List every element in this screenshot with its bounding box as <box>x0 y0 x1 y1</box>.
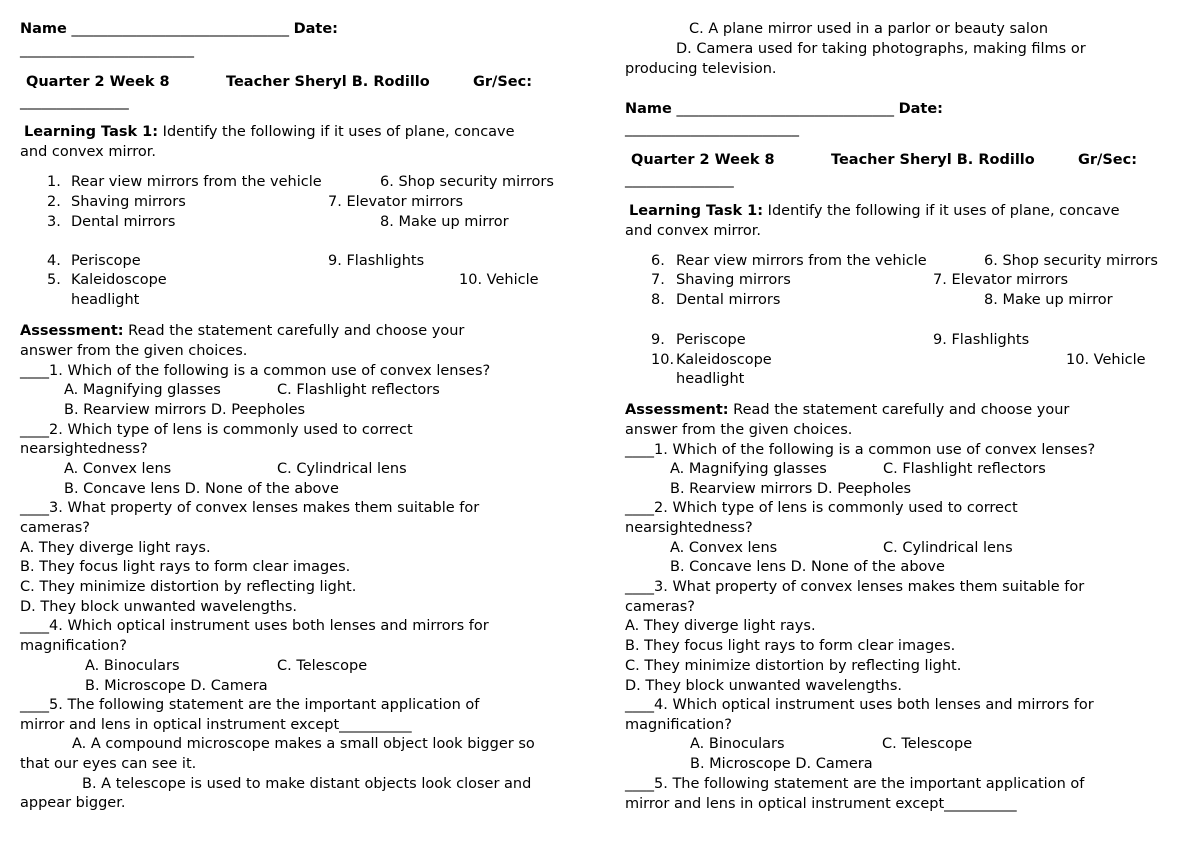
task-heading <box>629 202 1120 221</box>
choice: B. Concave lens D. None of the above <box>64 481 339 497</box>
assessment-heading <box>625 401 1069 420</box>
item-text: 7. Elevator mirrors <box>328 194 464 210</box>
question-2-cont: nearsightedness? <box>20 441 148 457</box>
item-number: 4. <box>47 253 61 269</box>
task-text: Identify the following if it uses of plane, concave <box>763 203 1120 219</box>
choice: C. They minimize distortion by reflecting light. <box>20 579 357 595</box>
question-4: ____4. Which optical instrument uses both lenses and mirrors for <box>625 697 1094 713</box>
choice-cont: producing television. <box>625 61 777 77</box>
choice: B. A telescope is used to make distant objects look closer and <box>82 776 532 792</box>
question-3-cont: cameras? <box>625 599 696 615</box>
item-text: 9. Flashlights <box>933 332 1030 348</box>
choice: C. Cylindrical lens <box>277 461 407 477</box>
task-heading <box>24 123 515 142</box>
task-title: Learning Task 1: <box>24 124 159 140</box>
choice-cont: that our eyes can see it. <box>20 756 197 772</box>
choice: C. Flashlight reflectors <box>883 461 1046 477</box>
item-number: 5. <box>47 272 61 288</box>
assessment-title: Assessment: <box>20 323 124 339</box>
task-text-cont: and convex mirror. <box>20 144 156 160</box>
question-3-cont: cameras? <box>20 520 91 536</box>
choice: D. They block unwanted wavelengths. <box>625 678 902 694</box>
item-text: 9. Flashlights <box>328 253 425 269</box>
date-blank: ________________________ <box>20 42 194 58</box>
question-1: ____1. Which of the following is a common use of convex lenses? <box>20 363 491 379</box>
choice: B. They focus light rays to form clear images. <box>20 559 351 575</box>
item-number: 1. <box>47 174 61 190</box>
name-blank: ______________________________ <box>676 101 894 117</box>
question-4: ____4. Which optical instrument uses both lenses and mirrors for <box>20 618 489 634</box>
name-blank: ______________________________ <box>71 21 289 37</box>
choice: A. Binoculars <box>85 658 180 674</box>
item-text: headlight <box>71 292 140 308</box>
choice: B. Rearview mirrors D. Peepholes <box>670 481 912 497</box>
question-5: ____5. The following statement are the important application of <box>625 776 1085 792</box>
task-text: Identify the following if it uses of plane, concave <box>158 124 515 140</box>
quarter-label: Quarter 2 Week 8 <box>631 152 775 168</box>
item-text: 8. Make up mirror <box>984 292 1113 308</box>
item-text: 6. Shop security mirrors <box>380 174 554 190</box>
name-label: Name <box>20 21 67 37</box>
choice: C. A plane mirror used in a parlor or beauty salon <box>689 21 1049 37</box>
assessment-title: Assessment: <box>625 402 729 418</box>
item-text: 6. Shop security mirrors <box>984 253 1158 269</box>
item-text: Rear view mirrors from the vehicle <box>71 174 322 190</box>
item-text: Rear view mirrors from the vehicle <box>676 253 927 269</box>
name-line <box>20 20 338 39</box>
question-2: ____2. Which type of lens is commonly used to correct <box>625 500 1018 516</box>
item-text: Dental mirrors <box>676 292 781 308</box>
choice: A. Convex lens <box>64 461 172 477</box>
choice: B. Microscope D. Camera <box>85 678 268 694</box>
item-number: 7. <box>651 272 665 288</box>
assessment-text-cont: answer from the given choices. <box>20 343 248 359</box>
grsec-blank: _______________ <box>625 172 734 188</box>
item-text: headlight <box>676 371 745 387</box>
choice: A. Magnifying glasses <box>64 382 221 398</box>
item-text: 8. Make up mirror <box>380 214 509 230</box>
choice: A. Binoculars <box>690 736 785 752</box>
item-number: 9. <box>651 332 665 348</box>
task-title: Learning Task 1: <box>629 203 764 219</box>
question-2-cont: nearsightedness? <box>625 520 753 536</box>
item-text: Dental mirrors <box>71 214 176 230</box>
assessment-text-cont: answer from the given choices. <box>625 422 853 438</box>
choice: C. Flashlight reflectors <box>277 382 440 398</box>
choice: B. Concave lens D. None of the above <box>670 559 945 575</box>
choice: A. A compound microscope makes a small object look bigger so <box>72 736 535 752</box>
question-4-cont: magnification? <box>20 638 127 654</box>
item-text: 10. Vehicle <box>459 272 539 288</box>
grsec-label: Gr/Sec: <box>1078 152 1138 168</box>
task-text-cont: and convex mirror. <box>625 223 761 239</box>
choice-cont: appear bigger. <box>20 795 126 811</box>
item-text: Periscope <box>71 253 141 269</box>
choice: D. They block unwanted wavelengths. <box>20 599 297 615</box>
date-label: Date: <box>293 21 338 37</box>
item-text: Shaving mirrors <box>71 194 186 210</box>
item-text: 10. Vehicle <box>1066 352 1146 368</box>
item-number: 8. <box>651 292 665 308</box>
teacher-label: Teacher Sheryl B. Rodillo <box>226 74 430 90</box>
choice: A. They diverge light rays. <box>20 540 211 556</box>
choice: B. Rearview mirrors D. Peepholes <box>64 402 306 418</box>
assessment-text: Read the statement carefully and choose your <box>728 402 1070 418</box>
assessment-text: Read the statement carefully and choose your <box>123 323 465 339</box>
question-2: ____2. Which type of lens is commonly used to correct <box>20 422 413 438</box>
question-5-cont: mirror and lens in optical instrument except__________ <box>625 796 1017 812</box>
item-number: 10. <box>651 352 675 368</box>
item-number: 3. <box>47 214 61 230</box>
question-3: ____3. What property of convex lenses makes them suitable for <box>20 500 480 516</box>
choice: C. Telescope <box>882 736 973 752</box>
item-text: Kaleidoscope <box>676 352 772 368</box>
item-text: Periscope <box>676 332 746 348</box>
assessment-heading <box>20 322 464 341</box>
question-5: ____5. The following statement are the important application of <box>20 697 480 713</box>
teacher-label: Teacher Sheryl B. Rodillo <box>831 152 1035 168</box>
choice: A. Convex lens <box>670 540 778 556</box>
choice: C. Cylindrical lens <box>883 540 1013 556</box>
choice: C. They minimize distortion by reflecting light. <box>625 658 962 674</box>
name-label: Name <box>625 101 672 117</box>
choice: B. They focus light rays to form clear images. <box>625 638 956 654</box>
question-5-cont: mirror and lens in optical instrument except__________ <box>20 717 412 733</box>
choice: B. Microscope D. Camera <box>690 756 873 772</box>
question-1: ____1. Which of the following is a common use of convex lenses? <box>625 442 1096 458</box>
choice: D. Camera used for taking photographs, making films or <box>676 41 1086 57</box>
grsec-blank: _______________ <box>20 94 129 110</box>
item-text: 7. Elevator mirrors <box>933 272 1069 288</box>
item-number: 2. <box>47 194 61 210</box>
item-text: Kaleidoscope <box>71 272 167 288</box>
choice: A. Magnifying glasses <box>670 461 827 477</box>
question-4-cont: magnification? <box>625 717 732 733</box>
grsec-label: Gr/Sec: <box>473 74 533 90</box>
choice: C. Telescope <box>277 658 368 674</box>
item-text: Shaving mirrors <box>676 272 791 288</box>
date-label: Date: <box>898 101 943 117</box>
name-line <box>625 100 943 119</box>
question-3: ____3. What property of convex lenses makes them suitable for <box>625 579 1085 595</box>
date-blank: ________________________ <box>625 121 799 137</box>
choice: A. They diverge light rays. <box>625 618 816 634</box>
item-number: 6. <box>651 253 665 269</box>
quarter-label: Quarter 2 Week 8 <box>26 74 170 90</box>
